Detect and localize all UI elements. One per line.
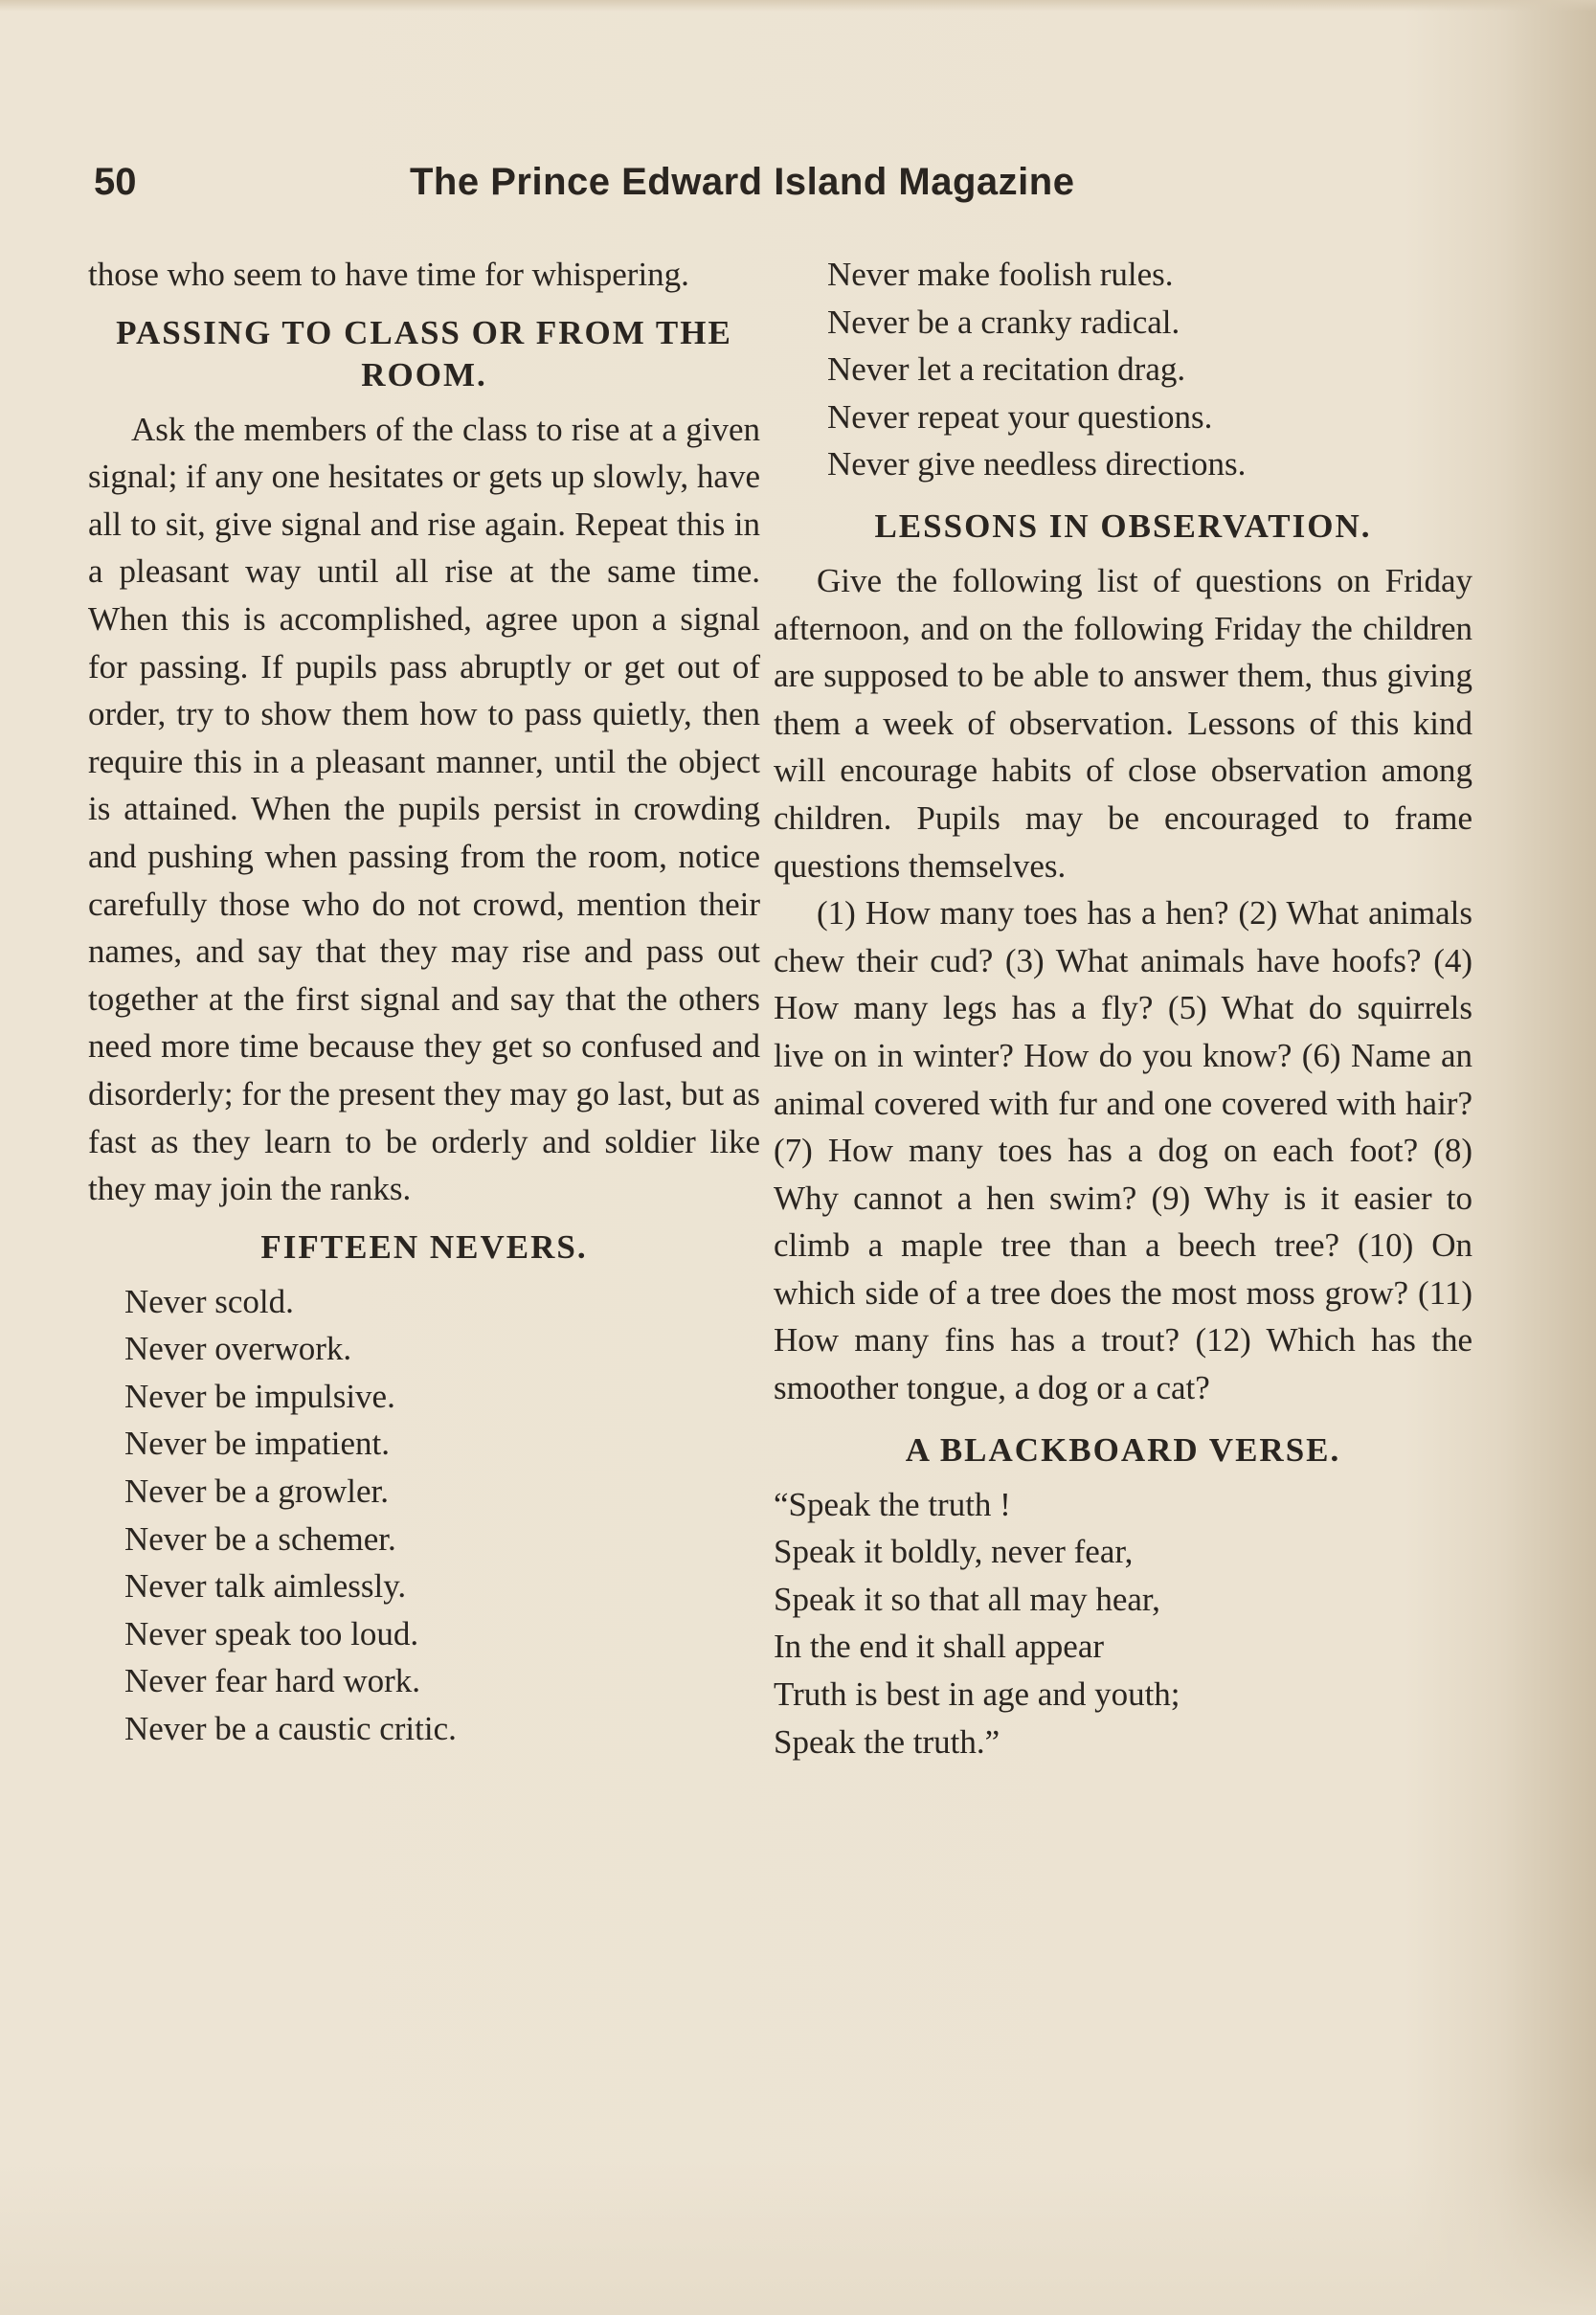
running-title: The Prince Edward Island Magazine [410,161,1075,203]
verse-line: In the end it shall appear [774,1628,1105,1666]
verse-line: Speak it boldly, never fear, [774,1533,1134,1571]
page-header [94,161,1472,228]
never-item: Never speak too loud. [124,1614,419,1652]
observation-heading: LESSONS IN OBSERVATION. [874,506,1372,545]
passing-heading: PASSING TO CLASS OR FROM THE ROOM. [116,313,732,393]
never-item: Never be a schemer. [124,1519,396,1558]
questions-paragraph: (1) How many toes has a hen? (2) What animals chew their cud? (3) What animals have hoofs? (4) How many legs has a fly? (5) What do squirrels live on in winter? How do you know? (6) Name an animal covered with fur and one covered with hair? (7) How many toes has a dog on each foot? (8) Why cannot a hen swim? (9) Why is it easier to climb a maple tree than a beech tree? (10) On which side of a tree does the most moss grow? (11) How many fins has a trout? (12) Which has the smoother tongue, a dog or a cat? [774,894,1472,1407]
nevers-heading: FIFTEEN NEVERS. [260,1227,588,1266]
verse-line: Speak it so that all may hear, [774,1580,1160,1618]
passing-paragraph: Ask the members of the class to rise at a given signal; if any one hesitates or gets up slowly, have all to sit, give signal and rise again. Repeat this in a pleasant way until all rise at the same time. When this is accomplished, agree upon a signal for passing. If pupils pass abruptly or get out of order, try to show them how to pass quietly, then require this in a pleasant manner, until the object is attained. When the pupils persist in crowding and pushing when passing from the room, notice carefully those who do not crowd, mention their names, and say that they may rise and pass out together at the first signal and say that the others need more time because they get so confused and disorderly; for the present they may go last, but as fast as they learn to be orderly and soldier like they may join the ranks. [88,410,760,1208]
never-item: Never fear hard work. [124,1662,421,1700]
never-item: Never be a growler. [124,1472,389,1511]
verse-line: Truth is best in age and youth; [774,1675,1180,1714]
blackboard-verse [774,1481,1472,1766]
page-number: 50 [94,161,137,203]
nevers-continued-list [774,251,1472,488]
never-item: Never overwork. [124,1330,352,1368]
verse-line: “Speak the truth ! [774,1485,1011,1523]
never-item: Never be impatient. [124,1425,390,1463]
intro-paragraph: those who seem to have time for whispering. [88,256,689,293]
never-item: Never scold. [124,1282,294,1320]
observation-paragraph: Give the following list of questions on Friday afternoon, and on the following Friday the children are supposed to be able to answer them, thus giving them a week of observation. Lessons of this kind will encourage habits of close observation among children. Pupils may be encouraged to frame questions themselves. [774,561,1472,885]
left-column [88,251,760,1753]
nevers-list [88,1278,760,1753]
never-item: Never make foolish rules. [827,256,1174,293]
never-item: Never give needless directions. [827,445,1247,483]
never-item: Never talk aimlessly. [124,1567,407,1606]
never-item: Never be impulsive. [124,1377,395,1415]
verse-line: Speak the truth.” [774,1722,1000,1761]
never-item: Never let a recitation drag. [827,350,1186,389]
verse-heading: A BLACKBOARD VERSE. [905,1430,1341,1469]
never-item: Never be a caustic critic. [124,1710,457,1748]
right-column [774,251,1472,1765]
never-item: Never be a cranky radical. [827,303,1180,341]
never-item: Never repeat your questions. [827,397,1213,436]
